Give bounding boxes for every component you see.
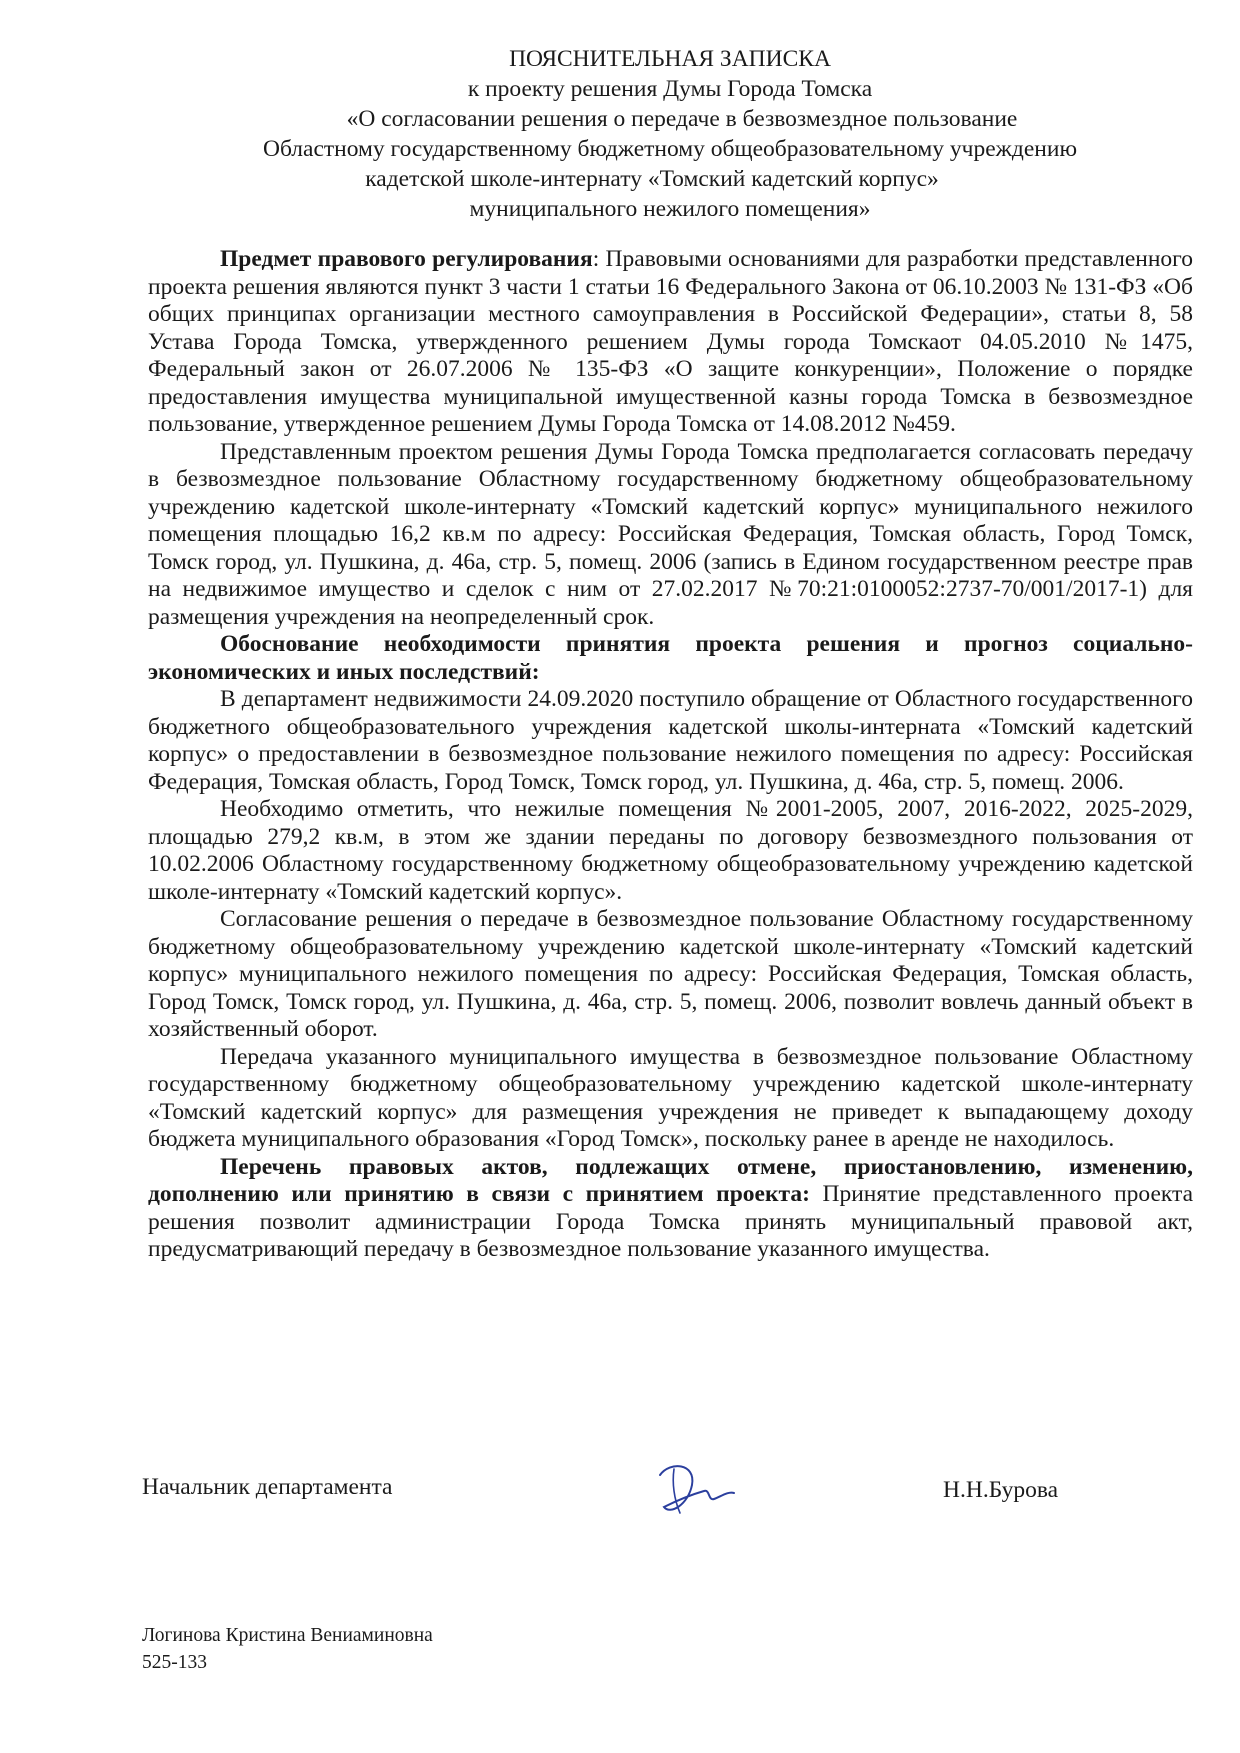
executor-phone: 525-133 bbox=[142, 1652, 207, 1673]
handwritten-signature bbox=[648, 1455, 738, 1525]
document-body bbox=[148, 246, 1193, 1264]
header-line: муниципального нежилого помещения» bbox=[469, 196, 871, 222]
executor-name: Логинова Кристина Вениаминовна bbox=[142, 1625, 433, 1646]
executor-info bbox=[142, 1622, 433, 1676]
justification-paragraph: Необходимо отметить, что нежилые помещения №2001-2005, 2007, 2016-2022, 2025-2029, площадью 279,2 кв.м, в этом же здании переданы по договору безвозмездного пользования от 10.02.2006 Областному государственному бюджетному общеобразовательному учреждению кадетской школе-интернату «Томский кадетский корпус». bbox=[148, 796, 1193, 905]
header-line: кадетской школе-интернату «Томский кадетский корпус» bbox=[365, 166, 939, 192]
justification-paragraph: Согласование решения о передаче в безвозмездное пользование Областному государственному бюджетному общеобразовательному учреждению кадетской школе-интернату «Томский кадетский корпус» муниципального нежилого помещения по адресу: Российская Федерация, Томская область, Город Томск, Томск город, ул. Пушкина, д. 46а, стр. 5, помещ. 2006, позволит вовлечь данный объект в хозяйственный оборот. bbox=[148, 906, 1193, 1042]
acts-heading: Перечень правовых актов, подлежащих отмене, приостановлению, изменению, дополнению или принятию в связи с принятием проекта: bbox=[148, 1153, 1193, 1207]
header-line: Областному государственному бюджетному общеобразовательному учреждению bbox=[262, 136, 1078, 162]
acts-text: Принятие представленного проекта решения позволит администрации Города Томска принять муниципальный правовой акт, предусматривающий передачу в безвозмездное пользование указанного имущества. bbox=[148, 1181, 1193, 1262]
header-line: «О согласовании решения о передаче в безвозмездное пользование bbox=[346, 106, 1018, 132]
justification-paragraph: В департамент недвижимости 24.09.2020 поступило обращение от Областного государственного бюджетного общеобразовательного учреждения кадетской школы-интерната «Томский кадетский корпус» о предоставлении в безвозмездное пользование нежилого помещения по адресу: Российская Федерация, Томская область, Город Томск, Томск город, ул. Пушкина, д. 46а, стр. 5, помещ. 2006. bbox=[148, 686, 1193, 795]
justification-paragraph: Передача указанного муниципального имущества в безвозмездное пользование Областному государственному бюджетному общеобразовательному учреждению кадетской школе-интернату «Томский кадетский корпус» для размещения учреждения не приведет к выпадающему доходу бюджета муниципального образования «Город Томск», поскольку ранее в аренде не находилось. bbox=[148, 1043, 1193, 1152]
project-paragraph: Представленным проектом решения Думы Города Томска предполагается согласовать передачу в безвозмездное пользование Областному государственному бюджетному общеобразовательному учреждению кадетской школе-интернату «Томский кадетский корпус» муниципального нежилого помещения площадью 16,2 кв.м по адресу: Российская Федерация, Томская область, Город Томск, Томск город, ул. Пушкина, д. 46а, стр. 5, помещ. 2006 (запись в Едином государственном реестре прав на недвижимое имущество и сделок с ним от 27.02.2017 №70:21:0100052:2737-70/001/2017-1) для размещения учреждения на неопределенный срок. bbox=[148, 438, 1193, 630]
justification-heading: Обоснование необходимости принятия проекта решения и прогноз социально-экономических и иных последствий: bbox=[148, 631, 1193, 685]
header-line: к проекту решения Думы Города Томска bbox=[467, 76, 873, 102]
subject-text: : Правовыми основаниями для разработки представленного проекта решения являются пункт 3 части 1 статьи 16 Федерального Закона от 06.10.2003 № 131-ФЗ «Об общих принципах организации местного самоуправления в Российской Федерации», статьи 8, 58 Устава Города Томска, утвержденного решением Думы города Томскаот 04.05.2010 №1475, Федеральный закон от 26.07.2006 № 135-ФЗ «О защите конкуренции», Положение о порядке предоставления имущества муниципальной имущественной казны города Томска в безвозмездное пользование, утвержденное решением Думы Города Томска от 14.08.2012 №459. bbox=[148, 246, 1193, 437]
document-title: ПОЯСНИТЕЛЬНАЯ ЗАПИСКА bbox=[509, 46, 831, 72]
signatory-position: Начальник департамента bbox=[142, 1474, 393, 1500]
signatory-name: Н.Н.Бурова bbox=[943, 1477, 1059, 1503]
subject-paragraph bbox=[148, 246, 1193, 439]
document-header bbox=[150, 44, 1190, 224]
acts-paragraph bbox=[148, 1154, 1193, 1264]
subject-heading: Предмет правового регулирования bbox=[220, 246, 593, 272]
